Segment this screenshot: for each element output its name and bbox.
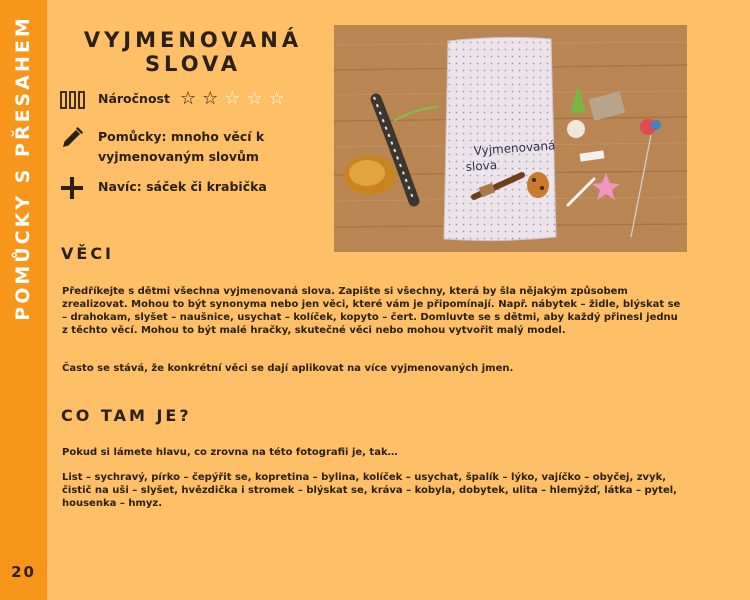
section-heading-co-tam-je: CO TAM JE?: [61, 406, 192, 425]
tools-text: [98, 127, 264, 167]
page-title: [64, 28, 322, 76]
tools-line-2: vyjmenovaným slovům: [98, 149, 259, 164]
difficulty-label: Náročnost: [98, 91, 170, 106]
sidebar-title: POMŮCKY S PŘESAHEM: [12, 15, 34, 321]
star-icon: ☆: [179, 88, 197, 109]
star-icon: ☆: [224, 88, 241, 109]
pencil-icon: [60, 127, 88, 149]
veci-paragraph-1: Předříkejte s dětmi všechna vyjmenovaná slova. Zapište si všechny, která by šla nějakým způsobem zrealizovat. Mohou to být synonyma nebo jen věci, které vám je připomínají. Např. nábytek – židle, blýskat se – drahokam, slyšet – naušnice, usychat – kolíček, kopyto – čert. Domluvte se s dětmi, aby každý přinesl jednu z těchto věcí. Mohou to být malé hračky, skutečné věci nebo mohou vytvořit malý model.: [62, 286, 681, 336]
tools-row: [60, 127, 264, 167]
veci-paragraph-2: Často se stává, že konkrétní věci se dají aplikovat na více vyjmenovaných jmen.: [62, 363, 514, 374]
co-tam-je-paragraph-1: Pokud si lámete hlavu, co zrovna na této fotografii je, tak…: [62, 447, 398, 458]
page-number: 20: [11, 563, 36, 581]
difficulty-row: [60, 89, 291, 111]
bag-text-line-2: slova: [465, 157, 498, 174]
plus-icon: [60, 177, 88, 199]
bag-text-line-1: Vyjmenovaná: [473, 138, 556, 158]
page-title-line-1: VYJMENOVANÁ: [83, 28, 303, 52]
star-icon: ☆: [268, 88, 285, 109]
difficulty-bars-icon: [60, 89, 88, 111]
difficulty-stars: [180, 89, 291, 109]
section-heading-veci: VĚCI: [61, 244, 115, 263]
extra-text: Navíc: sáček či krabička: [98, 179, 267, 194]
extra-row: [60, 177, 267, 199]
co-tam-je-paragraph-2: List – sychravý, pírko – čepýřit se, kopretina – bylina, kolíček – usychat, špalík – lýko, vajíčko – obyčej, zvyk, čistič na uši – slyšet, hvězdička i stromek – blýskat se, kráva – kobyla, dobytek, ulita – hlemýžď, látka – pytel, housenka – hmyz.: [62, 472, 677, 509]
sidebar: [0, 0, 47, 600]
page-title-line-2: SLOVA: [144, 52, 242, 76]
star-icon: ☆: [246, 88, 263, 109]
star-icon: ☆: [202, 88, 219, 109]
tools-line-1: Pomůcky: mnoho věcí k: [98, 129, 265, 144]
objects-photo: [334, 25, 687, 252]
